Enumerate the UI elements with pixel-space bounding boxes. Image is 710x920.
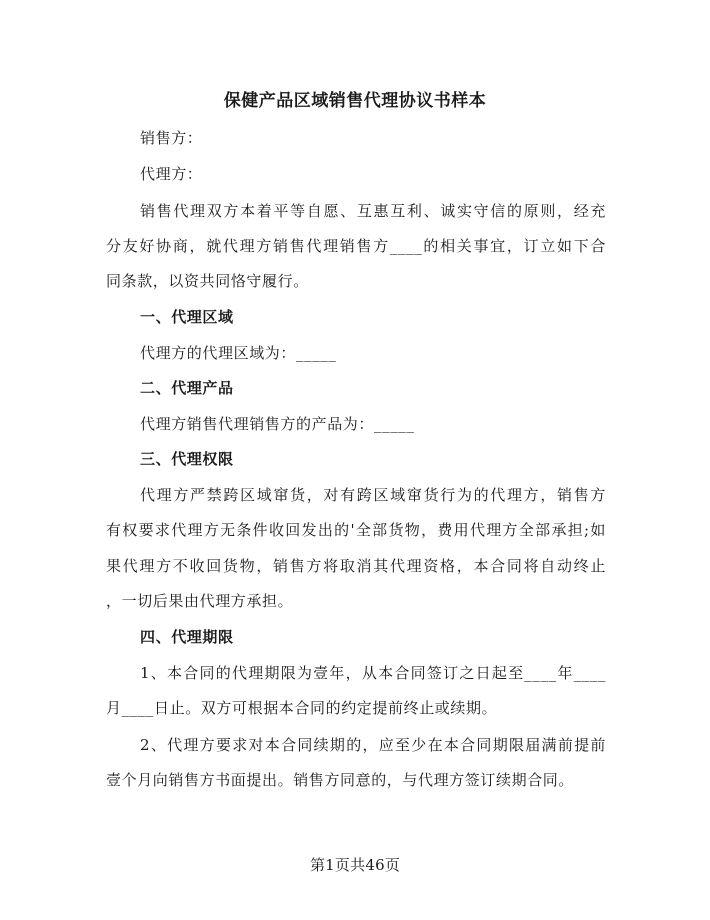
section-4-item-1-line-1: 1、本合同的代理期限为壹年，从本合同签订之日起至____年____ [140,664,606,682]
section-4-item-2-line-2: 壹个月向销售方书面提出。销售方同意的，与代理方签订续期合同。 [106,771,575,789]
intro-line-3: 同条款，以资共同恪守履行。 [106,272,309,290]
section-2-text: 代理方销售代理销售方的产品为：_____ [140,415,415,433]
agent-line: 代理方： [140,165,203,183]
seller-line: 销售方： [140,129,203,147]
document-title: 保健产品区域销售代理协议书样本 [223,91,487,111]
page-number: 第1页共46页 [309,856,401,874]
section-4-heading: 四、代理期限 [140,628,234,646]
section-1-heading: 一、代理区域 [140,308,234,326]
intro-line-1: 销售代理双方本着平等自愿、互惠互利、诚实守信的原则，经充 [140,202,606,220]
section-3-line-3: 果代理方不收回货物，销售方将取消其代理资格，本合同将自动终止 [106,557,606,575]
intro-line-2: 分友好协商，就代理方销售代理销售方____的相关事宜，订立如下合 [106,237,606,255]
section-3-heading: 三、代理权限 [140,450,234,468]
section-3-line-2: 有权要求代理方无条件收回发出的'全部货物，费用代理方全部承担;如 [106,521,606,539]
section-2-heading: 二、代理产品 [140,379,234,397]
section-4-item-2-line-1: 2、代理方要求对本合同续期的，应至少在本合同期限届满前提前 [140,736,606,754]
section-4-item-1-line-2: 月____日止。双方可根据本合同的约定提前终止或续期。 [106,699,498,717]
section-1-text: 代理方的代理区域为：_____ [140,344,337,362]
section-3-line-1: 代理方严禁跨区域窜货，对有跨区域窜货行为的代理方，销售方 [140,486,606,504]
section-3-line-4: ，一切后果由代理方承担。 [106,592,294,610]
